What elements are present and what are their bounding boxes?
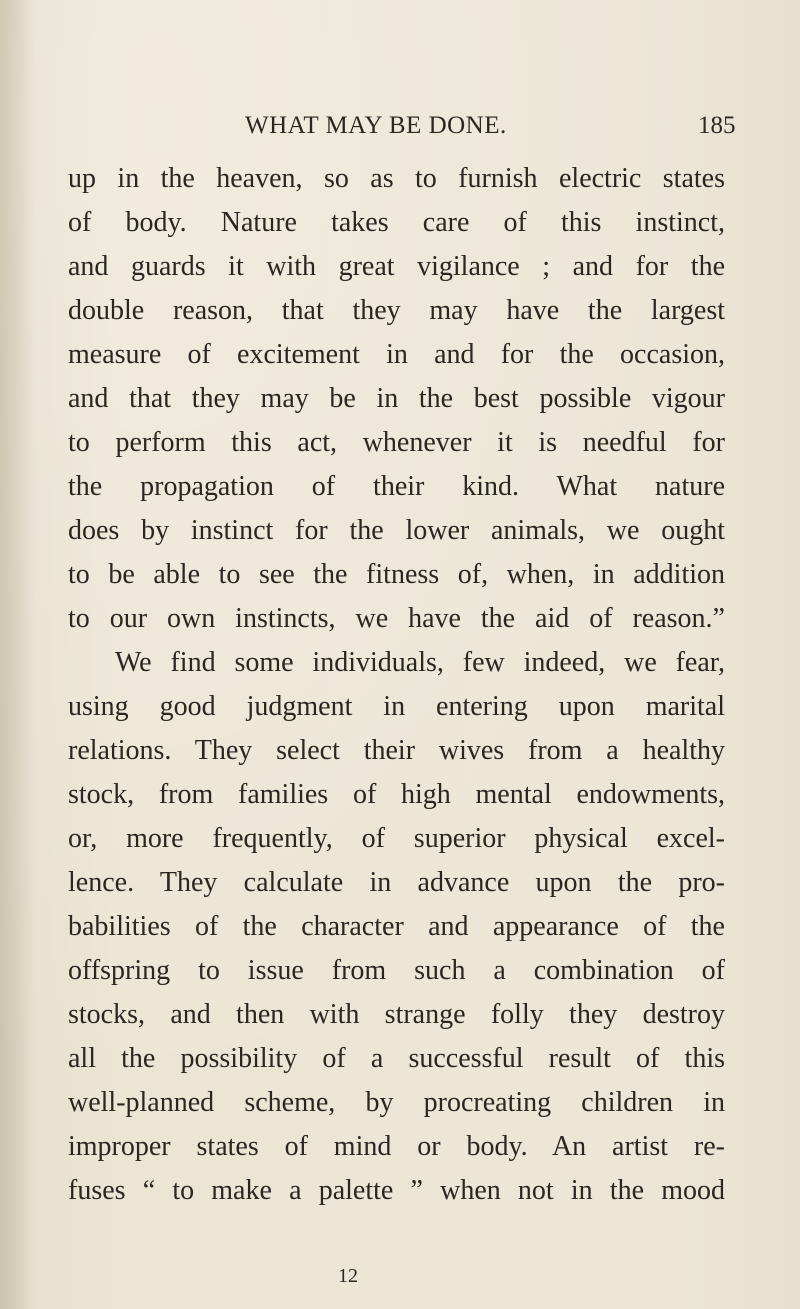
text-line: lence. They calculate in advance upon the pro- (68, 867, 725, 898)
text-line: well-planned scheme, by procreating children in (68, 1087, 725, 1118)
text-line: to perform this act, whenever it is needful for (68, 427, 725, 458)
text-line: babilities of the character and appearance of the (68, 911, 725, 942)
text-line: double reason, that they may have the largest (68, 295, 725, 326)
text-line: up in the heaven, so as to furnish electric states (68, 163, 725, 194)
binding-shadow (0, 0, 34, 1309)
text-line: measure of excitement in and for the occasion, (68, 339, 725, 370)
running-head (0, 112, 800, 144)
text-line: to our own instincts, we have the aid of reason.” (68, 603, 725, 634)
text-line: stocks, and then with strange folly they destroy (68, 999, 725, 1030)
text-line-paragraph-start: We find some individuals, few indeed, we fear, (115, 647, 725, 678)
text-line: and that they may be in the best possible vigour (68, 383, 725, 414)
text-line: or, more frequently, of superior physical excel- (68, 823, 725, 854)
text-line: and guards it with great vigilance ; and for the (68, 251, 725, 282)
signature-mark: 12 (338, 1265, 358, 1287)
text-line: offspring to issue from such a combination of (68, 955, 725, 986)
text-line: to be able to see the fitness of, when, in addition (68, 559, 725, 590)
text-line: does by instinct for the lower animals, we ought (68, 515, 725, 546)
page-number: 185 (698, 112, 736, 139)
text-line: relations. They select their wives from a healthy (68, 735, 725, 766)
text-line: improper states of mind or body. An artist re- (68, 1131, 725, 1162)
text-line: the propagation of their kind. What nature (68, 471, 725, 502)
text-line: all the possibility of a successful result of this (68, 1043, 725, 1074)
running-head-title: WHAT MAY BE DONE. (245, 112, 507, 139)
text-line: stock, from families of high mental endowments, (68, 779, 725, 810)
text-line: fuses “ to make a palette ” when not in the mood (68, 1175, 725, 1206)
text-line: using good judgment in entering upon marital (68, 691, 725, 722)
text-line: of body. Nature takes care of this instinct, (68, 207, 725, 238)
